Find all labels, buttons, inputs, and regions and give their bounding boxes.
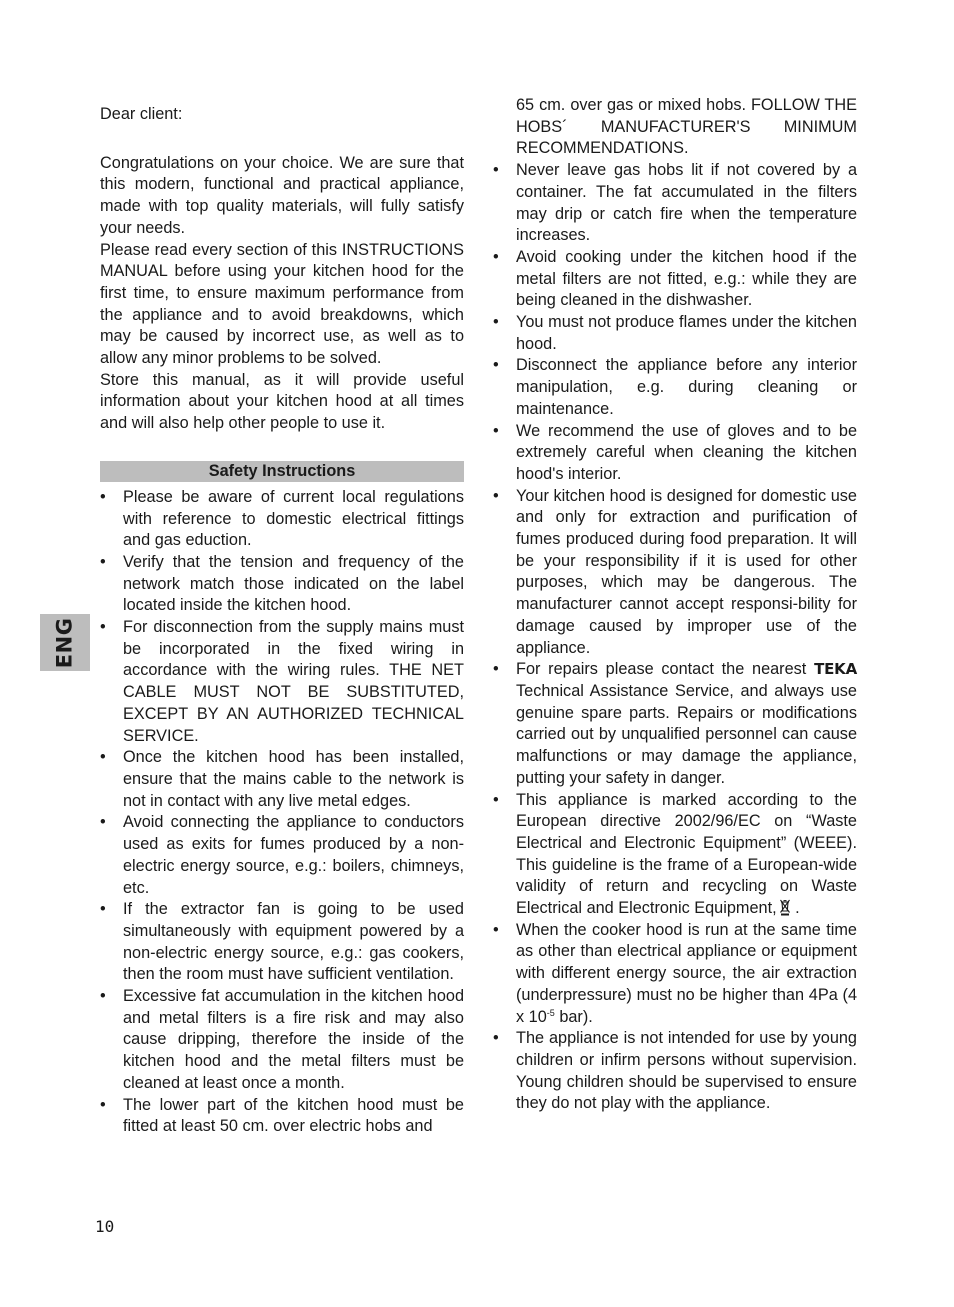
page-number: 10: [95, 1217, 115, 1236]
left-column: [100, 104, 464, 1138]
section-heading-safety: Safety Instructions: [100, 461, 464, 482]
repairs-text-after: Technical Assistance Service, and always use genuine spare parts. Repairs or modifications carried out by unqualified personnel can cause malfunctions or may damage the appliance, putting your safety in danger.: [516, 681, 857, 787]
list-item: • You must not produce flames under the kitchen hood.: [493, 312, 857, 355]
right-column: [493, 95, 857, 1115]
intro-paragraph: Store this manual, as it will provide useful information about your kitchen hood at all times and will also help other people to use it.: [100, 370, 464, 433]
brand-name: TEKA: [814, 660, 857, 679]
list-item: • The lower part of the kitchen hood must be fitted at least 50 cm. over electric hobs and: [100, 1095, 464, 1138]
list-item: • Avoid connecting the appliance to conductors used as exits for fumes produced by a non-electric energy source, e.g.: boilers, chimneys, etc.: [100, 812, 464, 899]
list-item: • Disconnect the appliance before any interior manipulation, e.g. during cleaning or maintenance.: [493, 355, 857, 420]
greeting: Dear client:: [100, 105, 183, 123]
language-tab: [40, 614, 90, 671]
list-item: • Once the kitchen hood has been installed, ensure that the mains cable to the network is not in contact with any live metal edges.: [100, 747, 464, 812]
list-item-weee: [493, 790, 857, 920]
intro-paragraph: Please read every section of this INSTRUCTIONS MANUAL before using your kitchen hood for the first time, to ensure maximum performance from the appliance and to avoid breakdowns, which may be caused by incorrect use, as well as to allow any minor problems to be solved.: [100, 240, 464, 368]
pressure-exponent: -5: [546, 1007, 555, 1018]
crossed-out-bin-icon: [779, 898, 791, 916]
safety-list-right: [493, 95, 857, 1115]
list-item-continuation: 65 cm. over gas or mixed hobs. FOLLOW THE HOBS´ MANUFACTURER'S MINIMUM RECOMMENDATIONS.: [516, 96, 857, 158]
list-item: • Never leave gas hobs lit if not covered by a container. The fat accumulated in the filters may drip or catch fire when the temperature increases.: [493, 160, 857, 247]
pressure-text-before: When the cooker hood is run at the same time as other than electrical appliance or equipment with different energy source, the air extraction (underpressure) must no be higher than 4Pa (4 x 10: [516, 920, 857, 1026]
list-item-repairs: [493, 659, 857, 789]
list-item: • Please be aware of current local regulations with reference to domestic electrical fittings and gas eduction.: [100, 487, 464, 552]
list-item: • For disconnection from the supply mains must be incorporated in the fixed wiring in accordance with the wiring rules. THE NET CABLE MUST NOT BE SUBSTITUTED, EXCEPT BY AN AUTHORIZED TECHNICAL SERVICE.: [100, 617, 464, 747]
intro-paragraph: Congratulations on your choice. We are sure that this modern, functional and practical appliance, made with top quality materials, will fully satisfy your needs.: [100, 153, 464, 237]
list-item: • Avoid cooking under the kitchen hood if the metal filters are not fitted, e.g.: while they are being cleaned in the dishwasher.: [493, 247, 857, 312]
weee-text: This appliance is marked according to the European directive 2002/96/EC on “Waste Electrical and Electronic Equipment” (WEEE). This guideline is the frame of a European-wide validity of return and recycling on Waste Electrical and Electronic Equipment,: [516, 790, 857, 918]
safety-list-left: [100, 487, 464, 1138]
list-item: • We recommend the use of gloves and to be extremely careful when cleaning the kitchen hood's interior.: [493, 421, 857, 486]
pressure-text-after: bar).: [554, 1007, 593, 1026]
repairs-text-before: For repairs please contact the nearest: [516, 660, 815, 679]
list-item: • The appliance is not intended for use by young children or infirm persons without supervision. Young children should be supervised to ensure they do not play with the appliance.: [493, 1028, 857, 1115]
list-item: • Excessive fat accumulation in the kitchen hood and metal filters is a fire risk and may also cause dripping, therefore the inside of the kitchen hood and the metal filters must be cleaned at least once a month.: [100, 986, 464, 1095]
list-item-pressure: [493, 920, 857, 1029]
language-tab-label: ENG: [52, 617, 77, 668]
weee-text-end: .: [790, 899, 800, 918]
list-item: • Your kitchen hood is designed for domestic use and only for extraction and purification of fumes produced during food preparation. It will be your responsibility if it is used for other purposes, which may be dangerous. The manufacturer cannot accept responsi-bility for damage caused by improper use of the appliance.: [493, 486, 857, 660]
list-item: • If the extractor fan is going to be used simultaneously with equipment powered by a non-electric energy source, e.g.: gas cookers, then the room must have sufficient ventilation.: [100, 899, 464, 986]
list-item: • Verify that the tension and frequency of the network match those indicated on the label located inside the kitchen hood.: [100, 552, 464, 617]
